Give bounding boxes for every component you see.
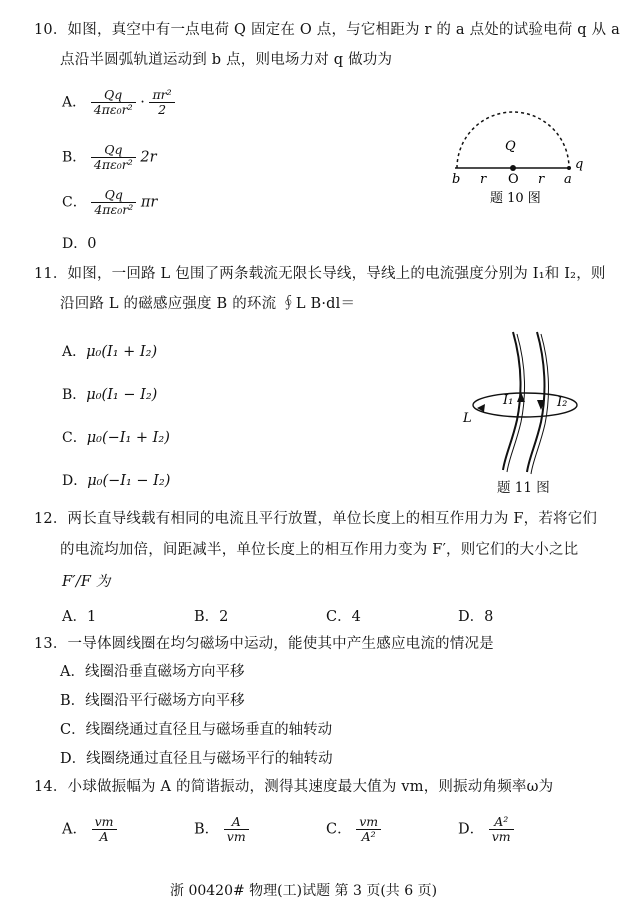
- option-text: 2: [219, 609, 229, 625]
- label-q: q: [575, 157, 584, 172]
- option-text: 线圈沿平行磁场方向平移: [85, 693, 245, 709]
- option-label: B．: [194, 821, 220, 838]
- option-text: μ₀(I₁ − I₂): [86, 387, 158, 403]
- q11-option-d: [62, 470, 170, 490]
- fraction: $\frac{vm}{A}$: [92, 815, 117, 844]
- option-text: 4: [351, 609, 361, 625]
- option-label: B．: [194, 609, 220, 625]
- option-label: D．: [458, 821, 485, 838]
- q12-option-b: [194, 605, 228, 626]
- option-text: 8: [484, 609, 494, 625]
- q12-stem-line3: F′/F 为: [62, 574, 111, 590]
- option-label: D．: [458, 609, 485, 625]
- q11-option-c: [62, 427, 170, 447]
- q13-option-b: [60, 689, 245, 710]
- page-footer: 浙 00420# 物理(工)试题 第 3 页(共 6 页): [170, 883, 438, 899]
- label-r1: r: [480, 172, 487, 187]
- q12-stem-line1: 12．两长直导线载有相同的电流且平行放置，单位长度上的相互作用力为 F，若将它们: [34, 511, 598, 527]
- option-label: B．: [60, 693, 86, 709]
- q10-option-b: [62, 143, 157, 172]
- label-O: O: [508, 172, 519, 187]
- label-I2: I₂: [557, 395, 568, 410]
- option-label: B．: [62, 149, 87, 166]
- q13-option-c: [60, 718, 332, 739]
- option-label: A．: [62, 94, 87, 111]
- option-label: A．: [60, 664, 85, 680]
- option-label: C．: [326, 609, 352, 625]
- fraction: $\frac{A}{vm}$: [224, 815, 249, 844]
- option-text: 线圈沿垂直磁场方向平移: [84, 664, 245, 680]
- fraction-tail: $\frac{\text{πr²}}{2}$: [149, 88, 174, 117]
- q13-option-d: [60, 747, 333, 768]
- option-text: μ₀(−I₁ + I₂): [86, 430, 170, 446]
- charge-q-dot: [567, 166, 571, 170]
- q12-option-a: [62, 605, 96, 626]
- option-label: D．: [60, 751, 87, 767]
- q14-option-b: [194, 815, 249, 844]
- q14-option-c: [326, 815, 381, 844]
- label-b: b: [452, 172, 461, 187]
- q10-stem-line2: 点沿半圆弧轨道运动到 b 点，则电场力对 q 做功为: [60, 52, 393, 68]
- fraction: $\frac{Qq}{\text{4πε₀r²}}$: [91, 188, 136, 217]
- label-I1: I₁: [503, 393, 514, 408]
- q10-figure: [440, 98, 590, 208]
- tail: πr: [140, 194, 158, 211]
- q11-stem-line1: 11．如图，一回路 L 包围了两条载流无限长导线，导线上的电流强度分别为 I₁和 I₂，则: [34, 266, 606, 282]
- q10-option-a: [62, 88, 175, 117]
- fraction: $\frac{vm}{\text{A²}}$: [356, 815, 381, 844]
- q12-option-d: [458, 605, 493, 626]
- option-label: C．: [62, 194, 87, 211]
- tail: 2r: [140, 149, 157, 166]
- q10-option-d: [62, 233, 96, 253]
- q12-option-c: [326, 605, 361, 626]
- label-Q: Q: [505, 139, 516, 154]
- q11-stem-line2: 沿回路 L 的磁感应强度 B 的环流 ∮L B·dl＝: [60, 296, 356, 312]
- option-label: C．: [326, 821, 352, 838]
- q13-stem: 13．一导体圆线圈在均匀磁场中运动，能使其中产生感应电流的情况是: [34, 636, 494, 652]
- charge-Q-dot: [510, 165, 516, 171]
- option-label: A．: [62, 344, 87, 360]
- label-L: L: [463, 411, 472, 426]
- q10-option-c: [62, 188, 157, 217]
- option-label: B．: [62, 387, 87, 403]
- figure-caption: 题 10 图: [490, 191, 541, 206]
- label-a: a: [564, 172, 572, 187]
- q11-figure-caption: 题 11 图: [497, 480, 550, 496]
- fraction: $\frac{\text{A²}}{vm}$: [489, 815, 514, 844]
- option-text: μ₀(−I₁ − I₂): [87, 473, 171, 489]
- dot: ·: [140, 94, 145, 111]
- q10-stem-line1: 10．如图，真空中有一点电荷 Q 固定在 O 点，与它相距为 r 的 a 点处的试验电荷 q 从 a: [34, 22, 620, 38]
- q14-option-a: [62, 815, 117, 844]
- option-label: A．: [62, 821, 87, 838]
- q11-option-a: [62, 341, 157, 361]
- label-r2: r: [538, 172, 545, 187]
- q11-option-b: [62, 384, 157, 404]
- fraction: $\frac{Qq}{\text{4πε₀r²}}$: [91, 88, 136, 117]
- q14-stem: 14．小球做振幅为 A 的简谐振动，测得其速度最大值为 vm，则振动角频率ω为: [34, 779, 554, 795]
- q14-option-d: [458, 815, 514, 844]
- q11-figure: [455, 330, 595, 490]
- option-text: 线圈绕通过直径且与磁场平行的轴转动: [86, 751, 333, 767]
- q13-option-a: [60, 660, 244, 681]
- option-text: 线圈绕通过直径且与磁场垂直的轴转动: [85, 722, 333, 738]
- option-text: μ₀(I₁ + I₂): [86, 344, 158, 360]
- option-text: 0: [87, 236, 97, 252]
- option-label: A．: [62, 609, 87, 625]
- option-label: D．: [62, 236, 88, 252]
- option-text: 1: [86, 609, 97, 625]
- q12-stem-line2: 的电流均加倍，间距减半，单位长度上的相互作用力变为 F′，则它们的大小之比: [60, 542, 579, 558]
- fraction: $\frac{Qq}{\text{4πε₀r²}}$: [91, 143, 136, 172]
- option-label: D．: [62, 473, 88, 489]
- option-label: C．: [62, 430, 87, 446]
- option-label: C．: [60, 722, 86, 738]
